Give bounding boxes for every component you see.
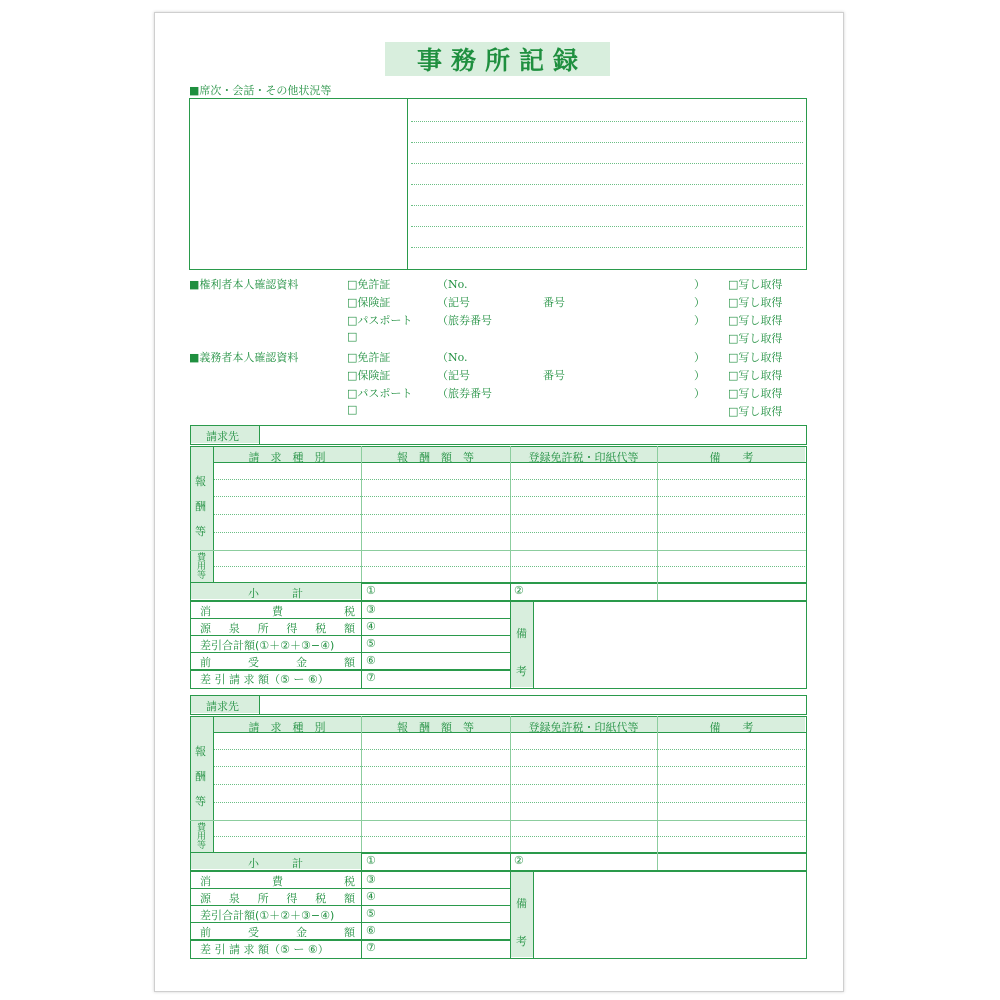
id-number-label: 番号: [543, 296, 565, 309]
remarks-label: 考: [516, 935, 527, 948]
side-label-expense: 費: [197, 823, 207, 833]
circle-1: ①: [366, 854, 376, 867]
circle-2: ②: [514, 584, 524, 597]
side-label-fee: 酬: [195, 770, 206, 783]
summary-number: ⑥: [366, 924, 376, 937]
summary-divider: [190, 905, 510, 906]
id-checkbox-label[interactable]: □免許証: [347, 278, 391, 291]
id-checkbox-label[interactable]: □パスポート: [347, 314, 413, 327]
divider: [533, 871, 534, 958]
title-banner: [385, 42, 610, 76]
summary-number: ⑦: [366, 941, 376, 954]
summary-number: ③: [366, 603, 376, 616]
id-checkbox-label[interactable]: □: [347, 403, 358, 416]
fee-row-line: [214, 802, 805, 803]
summary-amount-input[interactable]: [380, 907, 506, 920]
divider: [657, 852, 658, 870]
side-label-fee: 報: [195, 745, 206, 758]
recipient-input[interactable]: [262, 427, 802, 442]
expense-separator: [190, 550, 806, 551]
summary-divider: [190, 652, 510, 653]
column-header: 登録免許税・印紙代等: [528, 721, 639, 734]
id-detail-label: （記号: [437, 369, 470, 382]
side-label-expense: 用: [197, 832, 207, 842]
summary-number: ⑤: [366, 637, 376, 650]
summary-label: 差引合計額(①＋②＋③−④): [200, 639, 335, 652]
summary-label: 源 泉 所 得 税 額: [200, 892, 355, 905]
summary-divider: [190, 635, 510, 636]
copy-obtained-checkbox[interactable]: □写し取得: [728, 351, 783, 364]
side-label-expense: 等: [197, 841, 207, 851]
side-label-expense: 等: [197, 571, 207, 581]
divider: [259, 695, 260, 714]
memo-rule-line: [411, 226, 803, 227]
divider: [361, 601, 362, 688]
summary-label: 源 泉 所 得 税 額: [200, 622, 355, 635]
summary-amount-input[interactable]: [380, 873, 506, 886]
tax-subtotal-input[interactable]: [528, 854, 654, 868]
id-close-paren: ）: [694, 278, 705, 291]
summary-label: 前 受 金 額: [200, 926, 355, 939]
fee-grid: [190, 716, 807, 854]
fee-row-line: [214, 766, 805, 767]
id-close-paren: ）: [694, 351, 705, 364]
summary-number: ⑤: [366, 907, 376, 920]
divider: [533, 601, 534, 688]
fee-row-line: [214, 749, 805, 750]
id-detail-label: （旅券番号: [437, 314, 492, 327]
summary-label: 前 受 金 額: [200, 656, 355, 669]
copy-obtained-checkbox[interactable]: □写し取得: [728, 278, 783, 291]
summary-amount-input[interactable]: [380, 603, 506, 616]
id-detail-label: （記号: [437, 296, 470, 309]
summary-number: ③: [366, 873, 376, 886]
divider: [361, 582, 362, 600]
summary-number: ④: [366, 620, 376, 633]
summary-divider: [190, 888, 510, 889]
tax-subtotal-input[interactable]: [528, 584, 654, 598]
remarks-input[interactable]: [536, 873, 802, 955]
summary-amount-input[interactable]: [380, 890, 506, 903]
id-checkbox-label[interactable]: □パスポート: [347, 387, 413, 400]
fee-row-line: [214, 496, 805, 497]
id-close-paren: ）: [694, 369, 705, 382]
summary-amount-input[interactable]: [380, 654, 506, 667]
memo-rule-line: [411, 121, 803, 122]
summary-label: 差引合計額(①＋②＋③−④): [200, 909, 335, 922]
side-label-fee: 報: [195, 475, 206, 488]
side-label-fee: 等: [195, 525, 206, 538]
divider: [259, 425, 260, 444]
fee-row-line: [214, 784, 805, 785]
id-close-paren: ）: [694, 314, 705, 327]
column-header: 報 酬 額 等: [397, 721, 474, 734]
id-checkbox-label[interactable]: □: [347, 330, 358, 343]
fee-row-line: [214, 479, 805, 480]
id-close-paren: ）: [694, 296, 705, 309]
circle-1: ①: [366, 584, 376, 597]
divider: [510, 582, 511, 600]
id-close-paren: ）: [694, 387, 705, 400]
column-header: 請 求 種 別: [248, 721, 326, 734]
memo-section-label: ■席次・会話・その他状況等: [189, 84, 332, 97]
summary-label: 消 費 税: [200, 875, 355, 888]
divider: [510, 852, 511, 870]
expense-separator: [190, 820, 806, 821]
fee-subtotal-input[interactable]: [380, 584, 506, 598]
id-detail-label: （旅券番号: [437, 387, 492, 400]
recipient-input[interactable]: [262, 697, 802, 712]
memo-rule-line: [411, 163, 803, 164]
remarks-label: 備: [516, 627, 527, 640]
column-header: 備 考: [709, 721, 754, 734]
id-number-label: 番号: [543, 369, 565, 382]
memo-rule-line: [411, 184, 803, 185]
id-section-label: ■権利者本人確認資料: [189, 278, 299, 291]
id-checkbox-label[interactable]: □保険証: [347, 369, 391, 382]
summary-divider: [190, 922, 510, 923]
subtotal-label: 小 計: [248, 587, 303, 600]
side-label-fee: 等: [195, 795, 206, 808]
summary-label: 差 引 請 求 額（⑤ ー ⑥）: [200, 943, 329, 956]
column-header: 報 酬 額 等: [397, 451, 474, 464]
copy-obtained-checkbox[interactable]: □写し取得: [728, 314, 783, 327]
id-section-label: ■義務者本人確認資料: [189, 351, 299, 364]
fee-row-line: [214, 836, 805, 837]
memo-rule-line: [411, 205, 803, 206]
side-label-expense: 費: [197, 553, 207, 563]
memo-rule-line: [411, 142, 803, 143]
recipient-label: 請求先: [206, 430, 239, 443]
copy-obtained-checkbox[interactable]: □写し取得: [728, 387, 783, 400]
fee-row-line: [214, 532, 805, 533]
recipient-label: 請求先: [206, 700, 239, 713]
summary-amount-input[interactable]: [380, 637, 506, 650]
summary-amount-input[interactable]: [380, 924, 506, 937]
copy-obtained-checkbox[interactable]: □写し取得: [728, 369, 783, 382]
divider: [361, 852, 362, 870]
summary-divider: [190, 618, 510, 619]
summary-amount-input[interactable]: [380, 620, 506, 633]
divider: [361, 871, 362, 958]
summary-number: ⑥: [366, 654, 376, 667]
seating-chart-area[interactable]: [190, 99, 408, 269]
column-header: 登録免許税・印紙代等: [528, 451, 639, 464]
page-title: 事務所記録: [416, 46, 587, 75]
column-header: 備 考: [709, 451, 754, 464]
id-detail-label: （No.: [437, 278, 468, 291]
remarks-label: 備: [516, 897, 527, 910]
summary-label: 消 費 税: [200, 605, 355, 618]
circle-2: ②: [514, 854, 524, 867]
remarks-input[interactable]: [536, 603, 802, 685]
remarks-label: 考: [516, 665, 527, 678]
copy-obtained-checkbox[interactable]: □写し取得: [728, 332, 783, 345]
side-label-expense: 用: [197, 562, 207, 572]
side-label-fee: 酬: [195, 500, 206, 513]
copy-obtained-checkbox[interactable]: □写し取得: [728, 296, 783, 309]
summary-amount-input[interactable]: [380, 671, 506, 684]
column-header: 請 求 種 別: [248, 451, 326, 464]
divider: [657, 582, 658, 600]
fee-row-line: [214, 514, 805, 515]
summary-amount-input[interactable]: [380, 941, 506, 954]
fee-row-line: [214, 566, 805, 567]
copy-obtained-checkbox[interactable]: □写し取得: [728, 405, 783, 418]
summary-number: ④: [366, 890, 376, 903]
id-checkbox-label[interactable]: □保険証: [347, 296, 391, 309]
summary-label: 差 引 請 求 額（⑤ ー ⑥）: [200, 673, 329, 686]
id-detail-label: （No.: [437, 351, 468, 364]
memo-rule-line: [411, 247, 803, 248]
fee-grid: [190, 446, 807, 584]
subtotal-label: 小 計: [248, 857, 303, 870]
summary-number: ⑦: [366, 671, 376, 684]
id-checkbox-label[interactable]: □免許証: [347, 351, 391, 364]
fee-subtotal-input[interactable]: [380, 854, 506, 868]
